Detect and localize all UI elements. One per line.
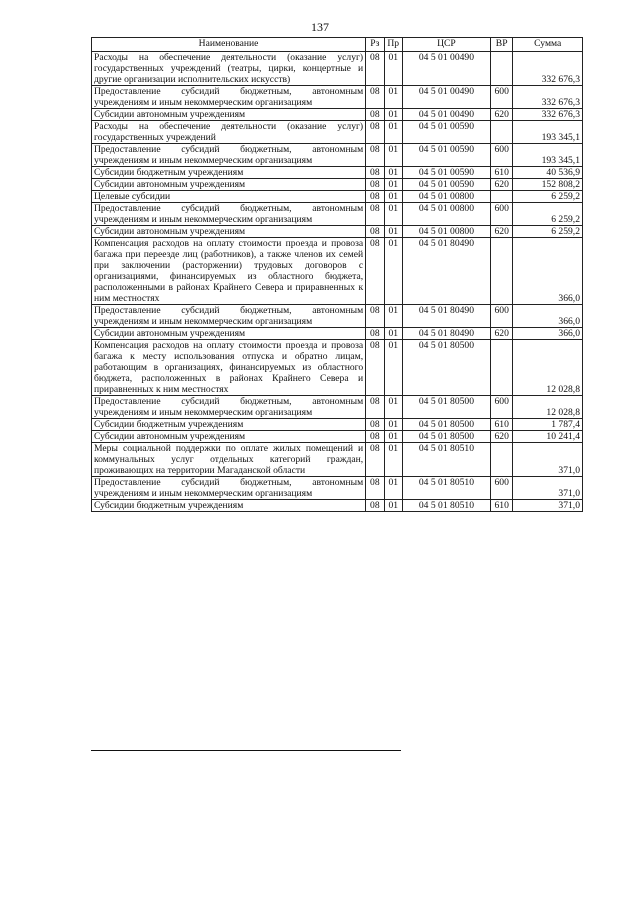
cell-vr: 620 [490, 431, 513, 443]
cell-csr: 04 5 01 80490 [402, 305, 490, 328]
cell-vr: 600 [490, 477, 513, 500]
cell-vr [490, 52, 513, 86]
header-rz: Рз [366, 38, 384, 52]
cell-csr: 04 5 01 80500 [402, 431, 490, 443]
cell-pr: 01 [384, 109, 402, 121]
table-header-row [92, 38, 583, 52]
cell-vr: 610 [490, 500, 513, 512]
cell-vr [490, 340, 513, 396]
cell-name: Расходы на обеспечение деятельности (оказание услуг) государственных учреждений [92, 121, 366, 144]
cell-name: Субсидии бюджетным учреждениям [92, 167, 366, 179]
cell-vr [490, 121, 513, 144]
cell-sum: 332 676,3 [513, 86, 583, 109]
table-row [92, 226, 583, 238]
cell-name: Меры социальной поддержки по оплате жилых помещений и коммунальных услуг отдельных категорий граждан, проживающих на территории Магаданской области [92, 443, 366, 477]
cell-name: Целевые субсидии [92, 191, 366, 203]
table-row [92, 340, 583, 396]
header-name: Наименование [92, 38, 366, 52]
cell-vr [490, 238, 513, 305]
table-row [92, 238, 583, 305]
cell-name: Предоставление субсидий бюджетным, автономным учреждениям и иным некоммерческим организациям [92, 477, 366, 500]
cell-name: Предоставление субсидий бюджетным, автономным учреждениям и иным некоммерческим организациям [92, 396, 366, 419]
cell-rz: 08 [366, 121, 384, 144]
cell-name: Предоставление субсидий бюджетным, автономным учреждениям и иным некоммерческим организациям [92, 305, 366, 328]
header-pr: Пр [384, 38, 402, 52]
cell-csr: 04 5 01 80510 [402, 477, 490, 500]
cell-csr: 04 5 01 00800 [402, 203, 490, 226]
cell-csr: 04 5 01 80500 [402, 340, 490, 396]
cell-vr [490, 191, 513, 203]
cell-csr: 04 5 01 00490 [402, 86, 490, 109]
cell-csr: 04 5 01 00590 [402, 167, 490, 179]
cell-csr: 04 5 01 00590 [402, 179, 490, 191]
table-row [92, 396, 583, 419]
page-number: 137 [311, 20, 329, 34]
cell-pr: 01 [384, 477, 402, 500]
cell-pr: 01 [384, 121, 402, 144]
cell-pr: 01 [384, 500, 402, 512]
cell-vr: 620 [490, 179, 513, 191]
cell-rz: 08 [366, 500, 384, 512]
cell-csr: 04 5 01 00590 [402, 144, 490, 167]
cell-pr: 01 [384, 167, 402, 179]
cell-rz: 08 [366, 144, 384, 167]
table-body [92, 52, 583, 512]
cell-csr: 04 5 01 80510 [402, 443, 490, 477]
cell-sum: 193 345,1 [513, 121, 583, 144]
table-row [92, 328, 583, 340]
table-row [92, 431, 583, 443]
cell-rz: 08 [366, 52, 384, 86]
header-vr: ВР [490, 38, 513, 52]
cell-vr: 620 [490, 109, 513, 121]
cell-rz: 08 [366, 226, 384, 238]
header-sum: Сумма [513, 38, 583, 52]
cell-rz: 08 [366, 419, 384, 431]
cell-name: Предоставление субсидий бюджетным, автономным учреждениям и иным некоммерческим организациям [92, 86, 366, 109]
cell-name: Предоставление субсидий бюджетным, автономным учреждениям и иным некоммерческим организациям [92, 203, 366, 226]
cell-name: Расходы на обеспечение деятельности (оказание услуг) государственных учреждений (театры, цирки, концертные и другие организации исполнительских искусств) [92, 52, 366, 86]
cell-sum: 10 241,4 [513, 431, 583, 443]
cell-rz: 08 [366, 86, 384, 109]
cell-sum: 366,0 [513, 328, 583, 340]
cell-pr: 01 [384, 431, 402, 443]
cell-vr: 600 [490, 144, 513, 167]
cell-vr: 620 [490, 226, 513, 238]
cell-name: Субсидии автономным учреждениям [92, 431, 366, 443]
cell-rz: 08 [366, 328, 384, 340]
cell-sum: 12 028,8 [513, 396, 583, 419]
cell-sum: 40 536,9 [513, 167, 583, 179]
table-row [92, 121, 583, 144]
cell-sum: 6 259,2 [513, 226, 583, 238]
table-row [92, 500, 583, 512]
table-row [92, 443, 583, 477]
table-row [92, 144, 583, 167]
cell-sum: 366,0 [513, 305, 583, 328]
cell-pr: 01 [384, 443, 402, 477]
cell-pr: 01 [384, 86, 402, 109]
header-csr: ЦСР [402, 38, 490, 52]
cell-sum: 6 259,2 [513, 203, 583, 226]
table-row [92, 203, 583, 226]
cell-sum: 366,0 [513, 238, 583, 305]
cell-sum: 371,0 [513, 477, 583, 500]
cell-name: Субсидии бюджетным учреждениям [92, 500, 366, 512]
table-row [92, 179, 583, 191]
cell-sum: 1 787,4 [513, 419, 583, 431]
cell-csr: 04 5 01 00490 [402, 109, 490, 121]
cell-rz: 08 [366, 109, 384, 121]
cell-pr: 01 [384, 419, 402, 431]
cell-vr [490, 443, 513, 477]
cell-sum: 6 259,2 [513, 191, 583, 203]
cell-vr: 610 [490, 167, 513, 179]
cell-pr: 01 [384, 328, 402, 340]
cell-vr: 600 [490, 396, 513, 419]
cell-pr: 01 [384, 340, 402, 396]
cell-rz: 08 [366, 238, 384, 305]
cell-sum: 12 028,8 [513, 340, 583, 396]
cell-vr: 620 [490, 328, 513, 340]
table-row [92, 167, 583, 179]
cell-rz: 08 [366, 396, 384, 419]
cell-csr: 04 5 01 00590 [402, 121, 490, 144]
table-row [92, 305, 583, 328]
cell-pr: 01 [384, 179, 402, 191]
cell-name: Субсидии автономным учреждениям [92, 109, 366, 121]
table-row [92, 52, 583, 86]
cell-pr: 01 [384, 238, 402, 305]
cell-sum: 332 676,3 [513, 52, 583, 86]
cell-name: Предоставление субсидий бюджетным, автономным учреждениям и иным некоммерческим организациям [92, 144, 366, 167]
cell-vr: 600 [490, 305, 513, 328]
footer-rule [91, 750, 401, 751]
cell-csr: 04 5 01 80500 [402, 419, 490, 431]
cell-pr: 01 [384, 203, 402, 226]
cell-name: Субсидии автономным учреждениям [92, 179, 366, 191]
cell-vr: 600 [490, 203, 513, 226]
cell-rz: 08 [366, 431, 384, 443]
cell-sum: 193 345,1 [513, 144, 583, 167]
cell-csr: 04 5 01 00800 [402, 226, 490, 238]
cell-vr: 610 [490, 419, 513, 431]
cell-rz: 08 [366, 191, 384, 203]
table-row [92, 419, 583, 431]
cell-rz: 08 [366, 179, 384, 191]
cell-rz: 08 [366, 443, 384, 477]
cell-csr: 04 5 01 80490 [402, 328, 490, 340]
cell-name: Субсидии автономным учреждениям [92, 226, 366, 238]
cell-sum: 152 808,2 [513, 179, 583, 191]
cell-rz: 08 [366, 203, 384, 226]
budget-table [91, 37, 583, 512]
cell-name: Компенсация расходов на оплату стоимости проезда и провоза багажа при переезде лиц (работников), а также членов их семей при заключении (расторжении) трудовых договоров с организациями, финансируемых из областного бюджета, расположенными в районах Крайнего Севера и приравненных к ним местностях [92, 238, 366, 305]
table-row [92, 86, 583, 109]
cell-vr: 600 [490, 86, 513, 109]
table-row [92, 191, 583, 203]
cell-rz: 08 [366, 167, 384, 179]
cell-pr: 01 [384, 144, 402, 167]
cell-name: Субсидии бюджетным учреждениям [92, 419, 366, 431]
cell-csr: 04 5 01 80500 [402, 396, 490, 419]
cell-pr: 01 [384, 52, 402, 86]
table-row [92, 477, 583, 500]
cell-csr: 04 5 01 80490 [402, 238, 490, 305]
table-row [92, 109, 583, 121]
cell-rz: 08 [366, 340, 384, 396]
cell-name: Субсидии автономным учреждениям [92, 328, 366, 340]
cell-pr: 01 [384, 305, 402, 328]
cell-rz: 08 [366, 305, 384, 328]
cell-name: Компенсация расходов на оплату стоимости проезда и провоза багажа к месту использования отпуска и обратно лицам, работающим в организациях, финансируемых из областного бюджета, расположенных в районах Крайнего Севера и приравненных к ним местностях [92, 340, 366, 396]
cell-sum: 371,0 [513, 500, 583, 512]
cell-sum: 371,0 [513, 443, 583, 477]
cell-pr: 01 [384, 396, 402, 419]
cell-rz: 08 [366, 477, 384, 500]
cell-pr: 01 [384, 226, 402, 238]
cell-csr: 04 5 01 00490 [402, 52, 490, 86]
cell-csr: 04 5 01 00800 [402, 191, 490, 203]
cell-csr: 04 5 01 80510 [402, 500, 490, 512]
cell-sum: 332 676,3 [513, 109, 583, 121]
cell-pr: 01 [384, 191, 402, 203]
